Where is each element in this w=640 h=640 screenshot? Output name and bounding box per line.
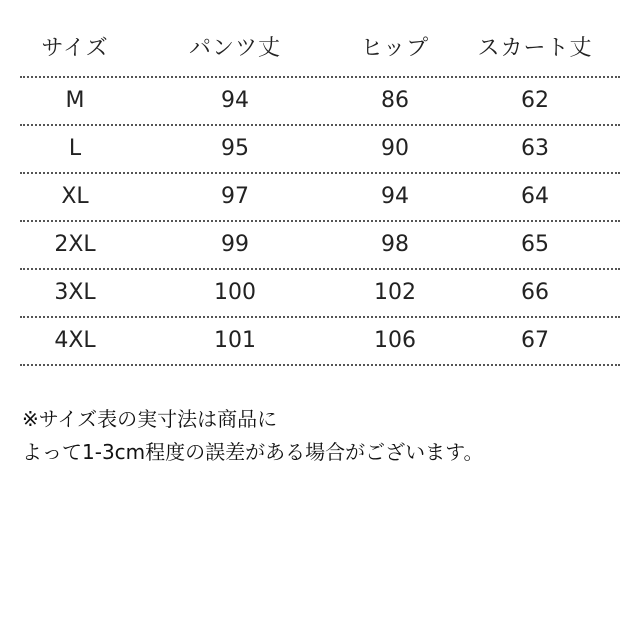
table-header [20, 22, 620, 78]
size-cell: M [65, 88, 85, 113]
pants-length-cell: 97 [221, 184, 249, 209]
skirt-length-cell: 65 [521, 232, 549, 257]
measurement-note [22, 403, 622, 469]
skirt-length-cell: 67 [521, 328, 549, 353]
table-row [20, 318, 620, 366]
table-row [20, 174, 620, 222]
pants-length-cell: 95 [221, 136, 249, 161]
header-hip: ヒップ [360, 36, 430, 61]
table-row [20, 126, 620, 174]
header-skirt-length: スカート丈 [477, 36, 593, 61]
hip-cell: 94 [381, 184, 409, 209]
size-cell: 2XL [54, 232, 96, 257]
pants-length-cell: 94 [221, 88, 249, 113]
hip-cell: 86 [381, 88, 409, 113]
hip-cell: 90 [381, 136, 409, 161]
hip-cell: 106 [374, 328, 416, 353]
size-cell: L [68, 136, 82, 161]
skirt-length-cell: 64 [521, 184, 549, 209]
pants-length-cell: 101 [214, 328, 256, 353]
size-cell: XL [61, 184, 89, 209]
hip-cell: 102 [374, 280, 416, 305]
skirt-length-cell: 63 [521, 136, 549, 161]
pants-length-cell: 99 [221, 232, 249, 257]
note-line-1: ※サイズ表の実寸法は商品に [22, 407, 278, 431]
size-table [20, 22, 620, 366]
table-row [20, 78, 620, 126]
note-line-2: よって1-3cm程度の誤差がある場合がございます。 [22, 440, 484, 464]
size-cell: 3XL [54, 280, 96, 305]
table-row [20, 270, 620, 318]
skirt-length-cell: 62 [521, 88, 549, 113]
skirt-length-cell: 66 [521, 280, 549, 305]
header-size: サイズ [41, 36, 109, 61]
pants-length-cell: 100 [214, 280, 256, 305]
size-cell: 4XL [54, 328, 96, 353]
table-row [20, 222, 620, 270]
header-pants-length: パンツ丈 [188, 36, 281, 61]
hip-cell: 98 [381, 232, 409, 257]
